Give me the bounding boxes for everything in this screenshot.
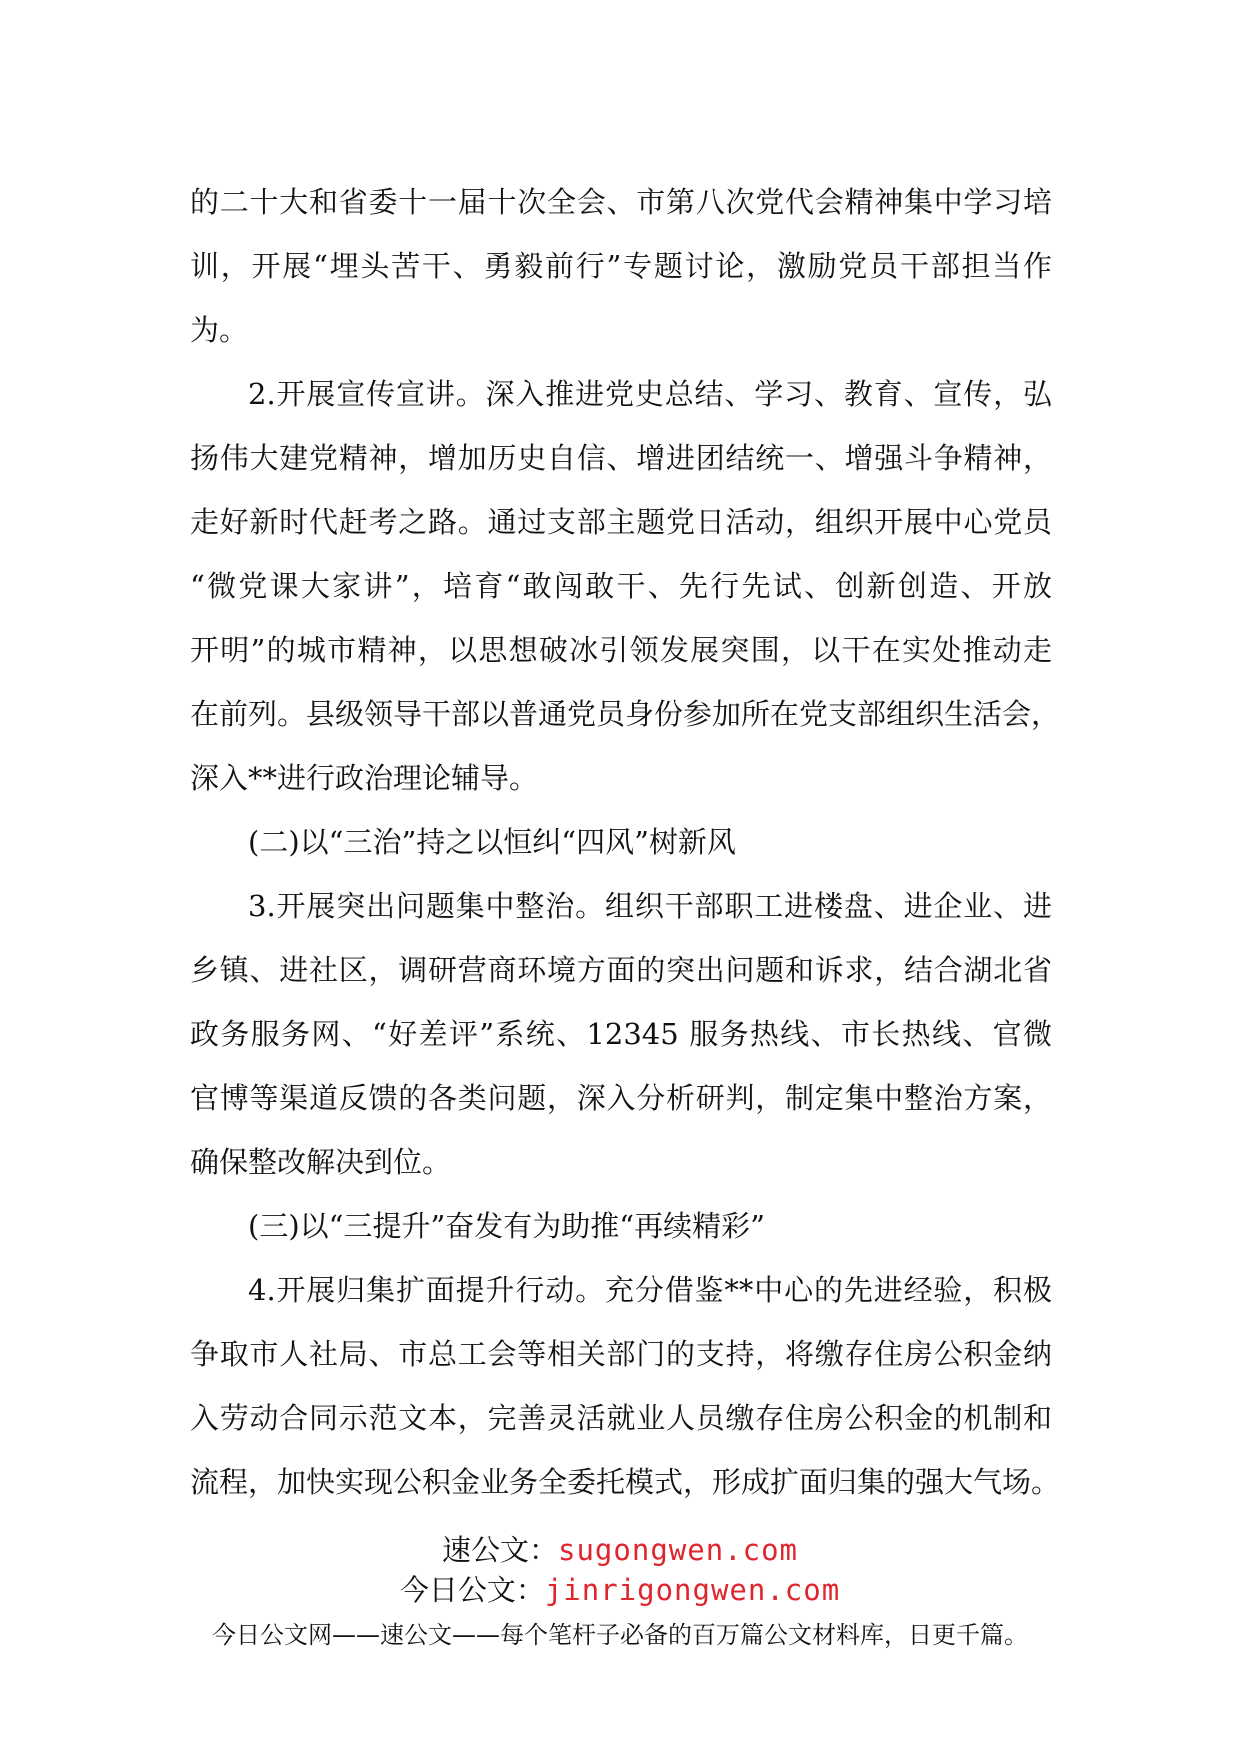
body-line: 训，开展“埋头苦干、勇毅前行”专题讨论，激励党员干部担当作 <box>190 249 1052 283</box>
body-line: 开明”的城市精神，以思想破冰引领发展突围，以干在实处推动走 <box>190 633 1052 667</box>
promo-footer <box>0 1530 1240 1652</box>
body-line: 入劳动合同示范文本，完善灵活就业人员缴存住房公积金的机制和 <box>190 1401 1052 1435</box>
body-line: 流程，加快实现公积金业务全委托模式，形成扩面归集的强大气场。 <box>190 1465 1061 1499</box>
body-line: “微党课大家讲”，培育“敢闯敢干、先行先试、创新创造、开放 <box>190 569 1052 603</box>
body-line: 确保整改解决到位。 <box>190 1145 452 1179</box>
body-line: 4.开展归集扩面提升行动。充分借鉴**中心的先进经验，积极 <box>248 1273 1052 1307</box>
document-body <box>190 170 1061 1514</box>
section-heading: (三)以“三提升”奋发有为助推“再续精彩” <box>248 1209 765 1243</box>
section-heading: (二)以“三治”持之以恒纠“四风”树新风 <box>248 825 736 859</box>
body-line: 政务服务网、“好差评”系统、12345 服务热线、市长热线、官微 <box>190 1017 1052 1051</box>
promo-link-sugongwen[interactable]: sugongwen.com <box>558 1533 798 1567</box>
body-line: 的二十大和省委十一届十次全会、市第八次党代会精神集中学习培 <box>190 185 1052 219</box>
promo-label: 速公文： <box>442 1533 559 1567</box>
body-line: 乡镇、进社区，调研营商环境方面的突出问题和诉求，结合湖北省 <box>190 953 1052 987</box>
body-line: 官博等渠道反馈的各类问题，深入分析研判，制定集中整治方案， <box>190 1081 1052 1115</box>
body-line: 走好新时代赶考之路。通过支部主题党日活动，组织开展中心党员 <box>190 505 1052 539</box>
body-line: 3.开展突出问题集中整治。组织干部职工进楼盘、进企业、进 <box>248 889 1052 923</box>
body-line: 为。 <box>190 313 249 347</box>
promo-line-jinrigongwen <box>0 1570 1240 1610</box>
body-line: 2.开展宣传宣讲。深入推进党史总结、学习、教育、宣传，弘 <box>248 377 1052 411</box>
promo-line-sugongwen <box>0 1530 1240 1570</box>
promo-label: 今日公文： <box>399 1573 545 1607</box>
body-line: 争取市人社局、市总工会等相关部门的支持，将缴存住房公积金纳 <box>190 1337 1052 1371</box>
promo-tagline: 今日公文网——速公文——每个笔杆子必备的百万篇公文材料库，日更千篇。 <box>212 1621 1028 1649</box>
body-line: 在前列。县级领导干部以普通党员身份参加所在党支部组织生活会， <box>190 697 1061 731</box>
body-line: 深入**进行政治理论辅导。 <box>190 761 539 795</box>
promo-link-jinrigongwen[interactable]: jinrigongwen.com <box>544 1573 841 1607</box>
body-line: 扬伟大建党精神，增加历史自信、增进团结统一、增强斗争精神， <box>190 441 1052 475</box>
